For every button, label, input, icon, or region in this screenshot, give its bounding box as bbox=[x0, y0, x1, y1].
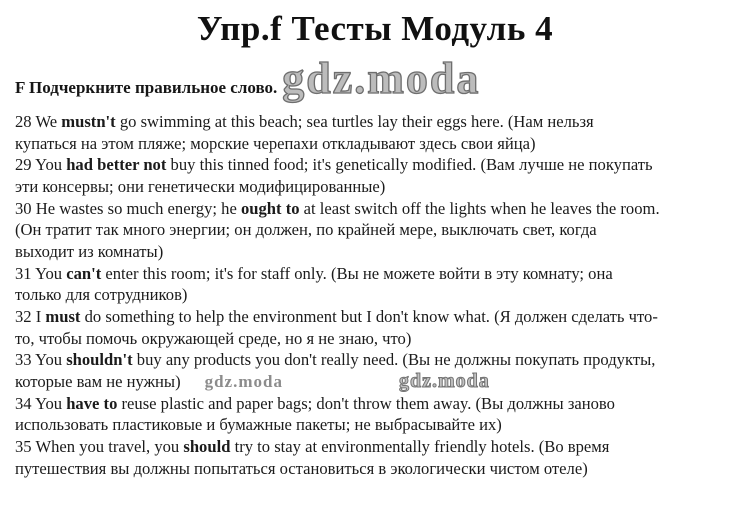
question-bold-answer: should bbox=[183, 436, 231, 456]
watermark-small-2: gdz.moda bbox=[398, 369, 490, 392]
question-list bbox=[0, 111, 750, 479]
page-title: Упр.f Тесты Модуль 4 bbox=[196, 9, 554, 48]
question-bold-answer: have to bbox=[66, 393, 118, 413]
question-translation-line: выходит из комнаты) bbox=[15, 241, 164, 261]
instruction-row bbox=[0, 54, 750, 107]
question-item-32 bbox=[15, 306, 750, 349]
watermark-large: gdz.moda bbox=[282, 54, 481, 103]
question-text: 33 You bbox=[15, 350, 67, 370]
question-text: 34 You bbox=[15, 393, 67, 413]
question-text: buy this tinned food; it's genetically modified. (Вам лучше не покупать bbox=[166, 155, 653, 175]
question-text: buy any products you don't really need. (Вы не должны покупать продукты, bbox=[132, 350, 656, 370]
question-text: at least switch off the lights when he leaves the room. bbox=[299, 198, 660, 218]
instruction-text: F Подчеркните правильное слово. bbox=[15, 78, 278, 97]
question-item-34 bbox=[15, 393, 750, 436]
question-text: 28 We bbox=[15, 112, 62, 131]
question-translation-line: купаться на этом пляже; морские черепахи откладывают здесь свои яйца) bbox=[15, 133, 536, 153]
watermark-small-1: gdz.moda bbox=[204, 371, 283, 391]
question-text: go swimming at this beach; sea turtles lay their eggs here. (Нам нельзя bbox=[115, 112, 594, 131]
question-translation-line: эти консервы; они генетически модифицированные) bbox=[15, 176, 386, 196]
question-text: reuse plastic and paper bags; don't throw them away. (Вы должны заново bbox=[117, 393, 615, 413]
question-bold-answer: had better not bbox=[66, 155, 167, 175]
question-translation-line: то, чтобы помочь окружающей среде, но я не знаю, что) bbox=[15, 328, 412, 348]
question-text: 30 He wastes so much energy; he bbox=[15, 198, 241, 218]
question-item-30 bbox=[15, 198, 750, 263]
question-text: 29 You bbox=[15, 155, 67, 175]
question-text: 32 I bbox=[15, 306, 46, 326]
question-text: enter this room; it's for staff only. (Вы не можете войти в эту комнату; она bbox=[101, 263, 613, 283]
question-translation-line: использовать пластиковые и бумажные пакеты; не выбрасывайте их) bbox=[15, 415, 502, 435]
question-bold-answer: can't bbox=[66, 263, 102, 283]
question-bold-answer: mustn't bbox=[61, 112, 116, 131]
question-bold-answer: shouldn't bbox=[66, 350, 133, 370]
question-bold-answer: ought to bbox=[240, 198, 300, 218]
question-item-35 bbox=[15, 436, 750, 479]
question-text: try to stay at environmentally friendly hotels. (Во время bbox=[230, 436, 610, 456]
question-text: 31 You bbox=[15, 263, 67, 283]
question-bold-answer: must bbox=[45, 306, 81, 326]
question-item-29 bbox=[15, 154, 750, 197]
question-item-33 bbox=[15, 349, 750, 392]
question-translation-line: путешествия вы должны попытаться остановиться в экологически чистом отеле) bbox=[15, 458, 588, 478]
question-item-28 bbox=[15, 111, 750, 154]
question-translation-line: (Он тратит так много энергии; он должен, по крайней мере, выключать свет, когда bbox=[15, 220, 597, 240]
question-translation-line: только для сотрудников) bbox=[15, 285, 188, 305]
question-translation-line: которые вам не нужны) bbox=[15, 371, 181, 391]
question-text: do something to help the environment but I don't know what. (Я должен сделать что- bbox=[80, 306, 658, 326]
question-item-31 bbox=[15, 263, 750, 306]
question-text: 35 When you travel, you bbox=[15, 436, 184, 456]
